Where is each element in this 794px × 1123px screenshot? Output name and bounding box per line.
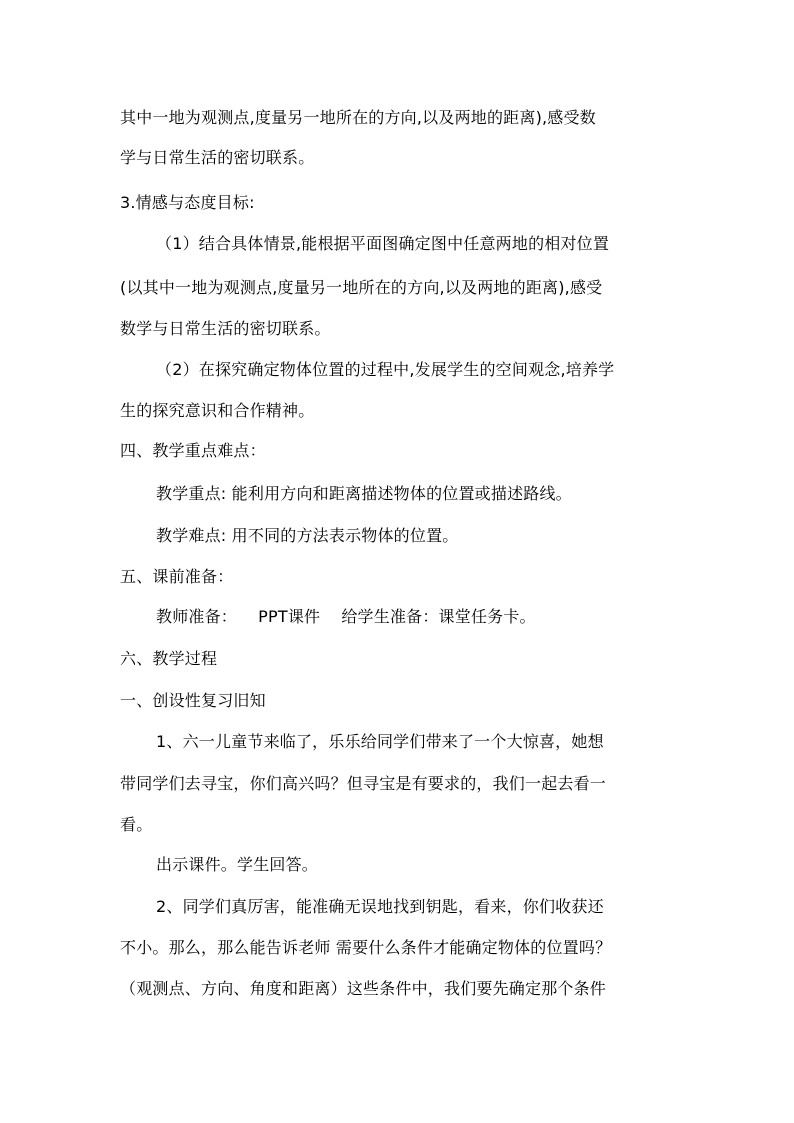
section-heading: 四、教学重点难点： xyxy=(120,441,266,460)
text-line: （观测点、方向、角度和距离）这些条件中，我们要先确定那个条件 xyxy=(120,979,607,998)
text-line: 1、六一儿童节来临了，乐乐给同学们带来了一个大惊喜，她想 xyxy=(156,732,604,751)
text-line: 不小。那么，那么能告诉老师 需要什么条件才能确定物体的位置吗？ xyxy=(120,938,612,957)
text-line: （2）在探究确定物体位置的过程中,发展学生的空间观念,培养学 xyxy=(156,360,615,379)
section-heading: 五、课前准备： xyxy=(120,567,234,586)
text-line: 教学难点: 用不同的方法表示物体的位置。 xyxy=(156,526,459,545)
text-line: 生的探究意识和合作精神。 xyxy=(120,401,315,420)
text-line: 学与日常生活的密切联系。 xyxy=(120,148,315,167)
text-line: 教学重点: 能利用方向和距离描述物体的位置或描述路线。 xyxy=(156,484,572,503)
section-heading: 一、创设性复习旧知 xyxy=(120,691,266,710)
text-line: 2、同学们真厉害，能准确无误地找到钥匙，看来，你们收获还 xyxy=(156,897,604,916)
text-line: （1）结合具体情景,能根据平面图确定图中任意两地的相对位置 xyxy=(156,234,610,253)
text-line: 带同学们去寻宝，你们高兴吗？但寻宝是有要求的，我们一起去看一 xyxy=(120,774,607,793)
text-line: 其中一地为观测点,度量另一地所在的方向,以及两地的距离),感受数 xyxy=(120,108,596,127)
text-line: 出示课件。学生回答。 xyxy=(156,855,319,874)
text-line: 看。 xyxy=(120,815,153,834)
text-line: 教师准备： PPT课件 给学生准备：课堂任务卡。 xyxy=(156,607,536,626)
section-heading: 3.情感与态度目标: xyxy=(120,193,255,212)
text-line: 数学与日常生活的密切联系。 xyxy=(120,319,331,338)
section-heading: 六、教学过程 xyxy=(120,649,218,668)
text-line: (以其中一地为观测点,度量另一地所在的方向,以及两地的距离),感受 xyxy=(120,278,603,297)
